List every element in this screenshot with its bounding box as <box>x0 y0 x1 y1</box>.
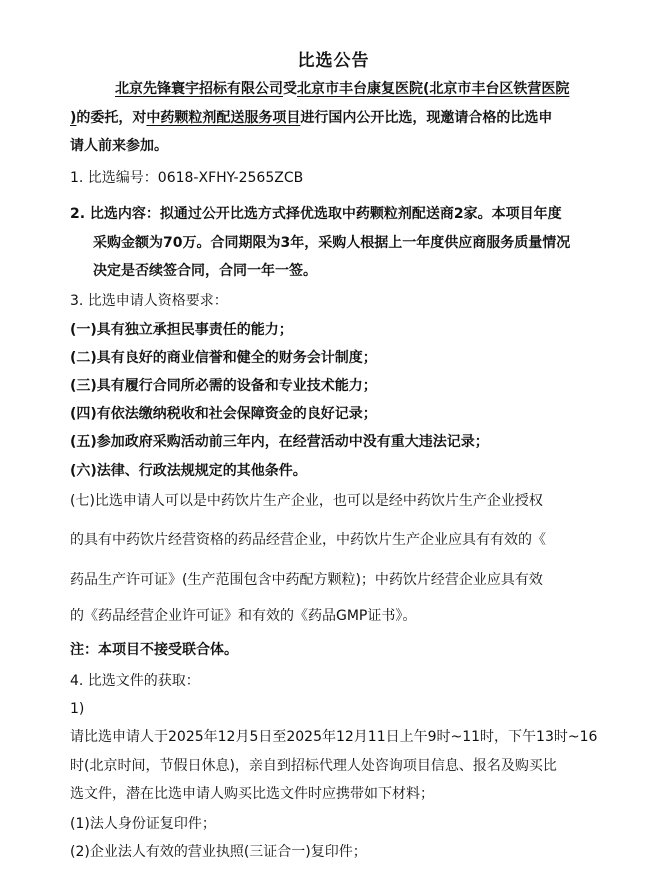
acquisition-para-line-1: 请比选申请人于2025年12月5日至2025年12月11日上午9时~11时，下午13时~16 <box>70 729 598 745</box>
item-2-line-2: 采购金额为70万。合同期限为3年，采购人根据上一年度供应商服务质量情况 <box>93 235 571 251</box>
intro-line-3: 请人前来参加。 <box>70 138 168 154</box>
qualification-6: (六)法律、行政法规规定的其他条件。 <box>70 463 307 479</box>
qualification-2: (二)具有良好的商业信誉和健全的财务会计制度； <box>70 350 377 366</box>
qualification-7-line-2: 的具有中药饮片经营资格的药品经营企业，中药饮片生产企业应具有有效的《 <box>70 532 546 548</box>
item-2-line-3: 决定是否续签合同，合同一年一签。 <box>93 263 317 279</box>
item-4-sub-1: 1) <box>70 701 85 717</box>
note: 注：本项目不接受联合体。 <box>70 642 238 658</box>
agent-name: 北京先锋寰宇招标有限公司 <box>115 81 283 97</box>
hospital-name: 北京市丰台康复医院(北京市丰台区铁营医院 <box>297 81 570 97</box>
qualification-7-line-1: (七)比选申请人可以是中药饮片生产企业，也可以是经中药饮片生产企业授权 <box>70 493 543 509</box>
intro-text-1: 受 <box>283 81 297 97</box>
qualification-5: (五)参加政府采购活动前三年内，在经营活动中没有重大违法记录； <box>70 434 489 450</box>
material-1: (1)法人身份证复印件； <box>70 816 216 832</box>
item-1-tender-number: 1. 比选编号：0618-XFHY-2565ZCB <box>70 170 304 186</box>
qualification-7-line-3: 药品生产许可证》(生产范围包含中药配方颗粒)；中药饮片经营企业应具有效 <box>70 572 543 588</box>
item-3-heading: 3. 比选申请人资格要求： <box>70 293 228 309</box>
qualification-7-line-4: 的《药品经营企业许可证》和有效的《药品GMP证书》。 <box>70 608 417 624</box>
item-4-heading: 4. 比选文件的获取： <box>70 673 200 689</box>
acquisition-para-line-2: 时(北京时间，节假日休息)，亲自到招标代理人处咨询项目信息、报名及购买比 <box>70 758 557 774</box>
intro-line-2 <box>70 109 552 127</box>
hospital-name-end: ) <box>70 110 77 126</box>
material-2: (2)企业法人有效的营业执照(三证合一)复印件； <box>70 844 367 860</box>
project-name: 中药颗粒剂配送服务项目 <box>146 110 301 126</box>
intro-text-3: 进行国内公开比选，现邀请合格的比选申 <box>300 110 553 126</box>
intro-text-2: 的委托，对 <box>76 110 147 126</box>
qualification-4: (四)有依法缴纳税收和社会保障资金的良好记录； <box>70 406 377 422</box>
acquisition-para-line-3: 选文件，潜在比选申请人购买比选文件时应携带如下材料； <box>70 786 434 802</box>
intro-line-1 <box>115 80 569 98</box>
qualification-3: (三)具有履行合同所必需的设备和专业技术能力； <box>70 378 377 394</box>
page-title: 比选公告 <box>297 51 370 71</box>
item-2-line-1: 2. 比选内容：拟通过公开比选方式择优选取中药颗粒剂配送商2家。本项目年度 <box>70 206 562 222</box>
qualification-1: (一)具有独立承担民事责任的能力； <box>70 322 293 338</box>
